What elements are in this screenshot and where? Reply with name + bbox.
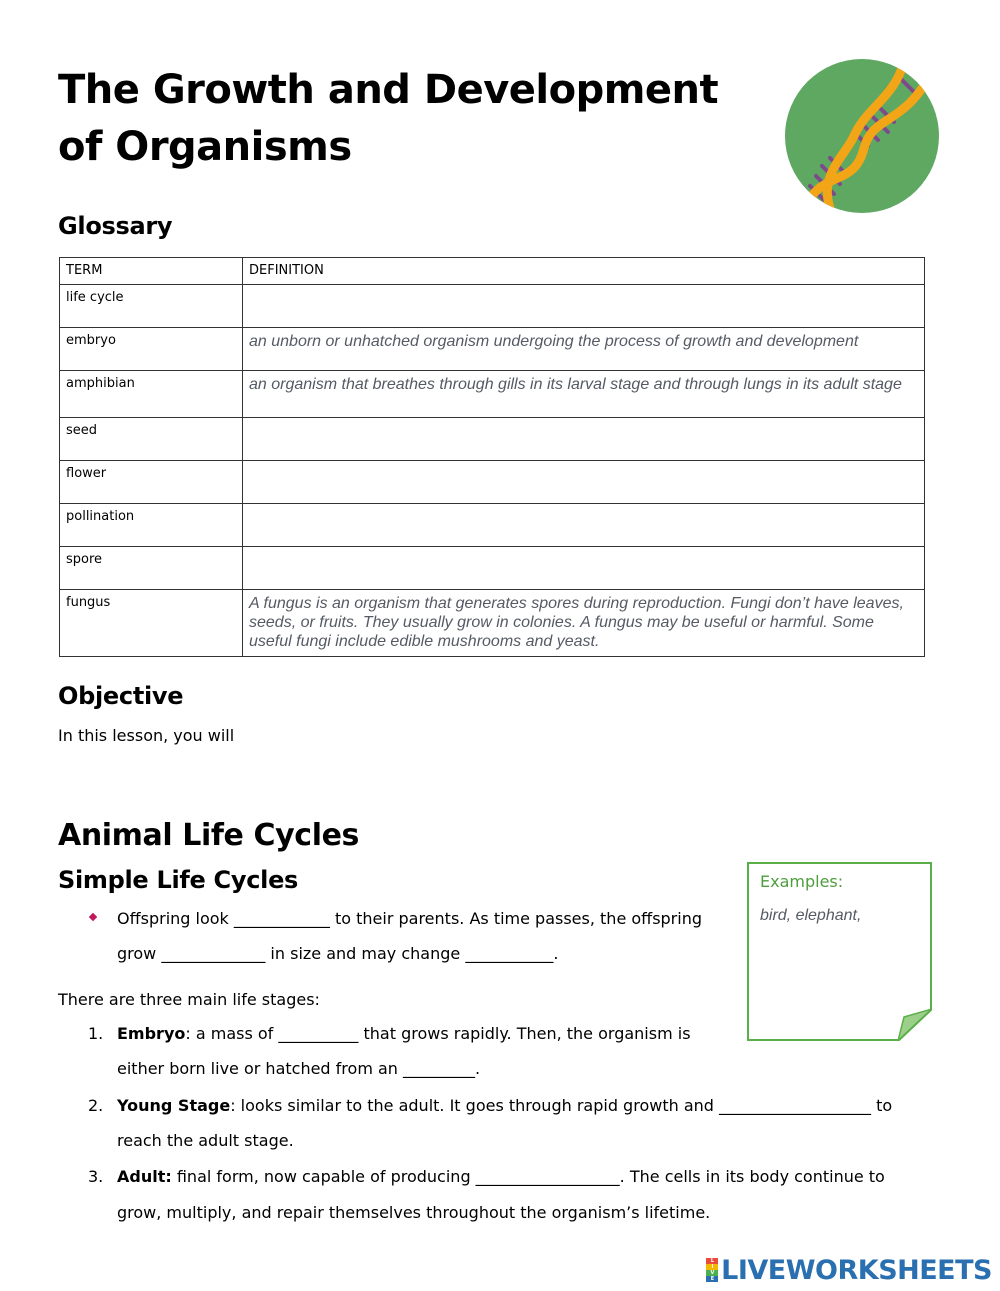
stage-desc: : a mass of __________ that grows rapidly. Then, the organism is: [185, 1024, 691, 1043]
liveworksheets-logo: [706, 1254, 992, 1286]
stage-number: 3.: [88, 1167, 104, 1186]
page-curl-icon: [898, 1009, 932, 1041]
table-row: [60, 371, 925, 418]
stages-intro: There are three main life stages:: [58, 990, 320, 1009]
definition-cell[interactable]: [243, 418, 925, 461]
term-cell: embryo: [60, 328, 243, 371]
header-definition: DEFINITION: [243, 258, 925, 285]
term-cell: pollination: [60, 504, 243, 547]
stage-line-1: [117, 1096, 892, 1115]
bullet-text-line-1: Offspring look ____________ to their parents. As time passes, the offspring: [117, 909, 702, 928]
glossary-table: [59, 257, 925, 657]
table-row: [60, 504, 925, 547]
table-row: [60, 547, 925, 590]
stage-line-2: grow, multiply, and repair themselves throughout the organism’s lifetime.: [117, 1203, 711, 1222]
glossary-heading: Glossary: [58, 212, 173, 240]
term-cell: spore: [60, 547, 243, 590]
stage-term: Embryo: [117, 1024, 186, 1043]
bullet-marker: [89, 913, 97, 921]
term-cell: seed: [60, 418, 243, 461]
table-row: [60, 328, 925, 371]
objective-heading: Objective: [58, 682, 184, 710]
examples-note-title: Examples:: [760, 872, 844, 891]
stage-line-2: reach the adult stage.: [117, 1131, 294, 1150]
dna-icon: [784, 58, 940, 214]
logo-blocks-icon: L I V E: [706, 1258, 718, 1282]
term-cell: life cycle: [60, 285, 243, 328]
definition-cell[interactable]: [243, 504, 925, 547]
title-line-1: The Growth and Development: [58, 67, 719, 113]
table-header-row: [60, 258, 925, 285]
title-line-2: of Organisms: [58, 124, 352, 170]
examples-note-body[interactable]: bird, elephant,: [760, 907, 862, 924]
section-heading: Animal Life Cycles: [58, 818, 359, 853]
definition-cell[interactable]: [243, 547, 925, 590]
objective-text: In this lesson, you will: [58, 726, 235, 745]
definition-cell[interactable]: [243, 285, 925, 328]
logo-text: LIVEWORKSHEETS: [721, 1254, 992, 1286]
page-title: [58, 62, 738, 176]
header-term: TERM: [60, 258, 243, 285]
subsection-heading: Simple Life Cycles: [58, 866, 299, 894]
stage-term: Adult:: [117, 1167, 172, 1186]
bullet-text-line-2: grow _____________ in size and may change ___________.: [117, 944, 559, 963]
table-row: [60, 590, 925, 657]
stage-number: 1.: [88, 1024, 104, 1043]
definition-cell: an organism that breathes through gills in its larval stage and through lungs in its adult stage: [243, 371, 925, 418]
stage-number: 2.: [88, 1096, 104, 1115]
definition-cell: A fungus is an organism that generates spores during reproduction. Fungi don’t have leaves, seeds, or fruits. They usually grow in colonies. A fungus may be useful or harmful. Some useful fungi include edible mushrooms and yeast.: [243, 590, 925, 657]
stage-desc: final form, now capable of producing __________________. The cells in its body continue to: [171, 1167, 885, 1186]
table-row: [60, 461, 925, 504]
table-row: [60, 285, 925, 328]
table-row: [60, 418, 925, 461]
term-cell: amphibian: [60, 371, 243, 418]
term-cell: fungus: [60, 590, 243, 657]
stage-term: Young Stage: [117, 1096, 231, 1115]
definition-cell: an unborn or unhatched organism undergoing the process of growth and development: [243, 328, 925, 371]
stage-line-2: either born live or hatched from an _________.: [117, 1059, 481, 1078]
examples-note: [747, 862, 932, 1041]
stage-line-1: [117, 1024, 691, 1043]
stage-line-1: [117, 1167, 885, 1186]
definition-cell[interactable]: [243, 461, 925, 504]
stage-desc: : looks similar to the adult. It goes through rapid growth and ___________________ to: [230, 1096, 893, 1115]
term-cell: flower: [60, 461, 243, 504]
